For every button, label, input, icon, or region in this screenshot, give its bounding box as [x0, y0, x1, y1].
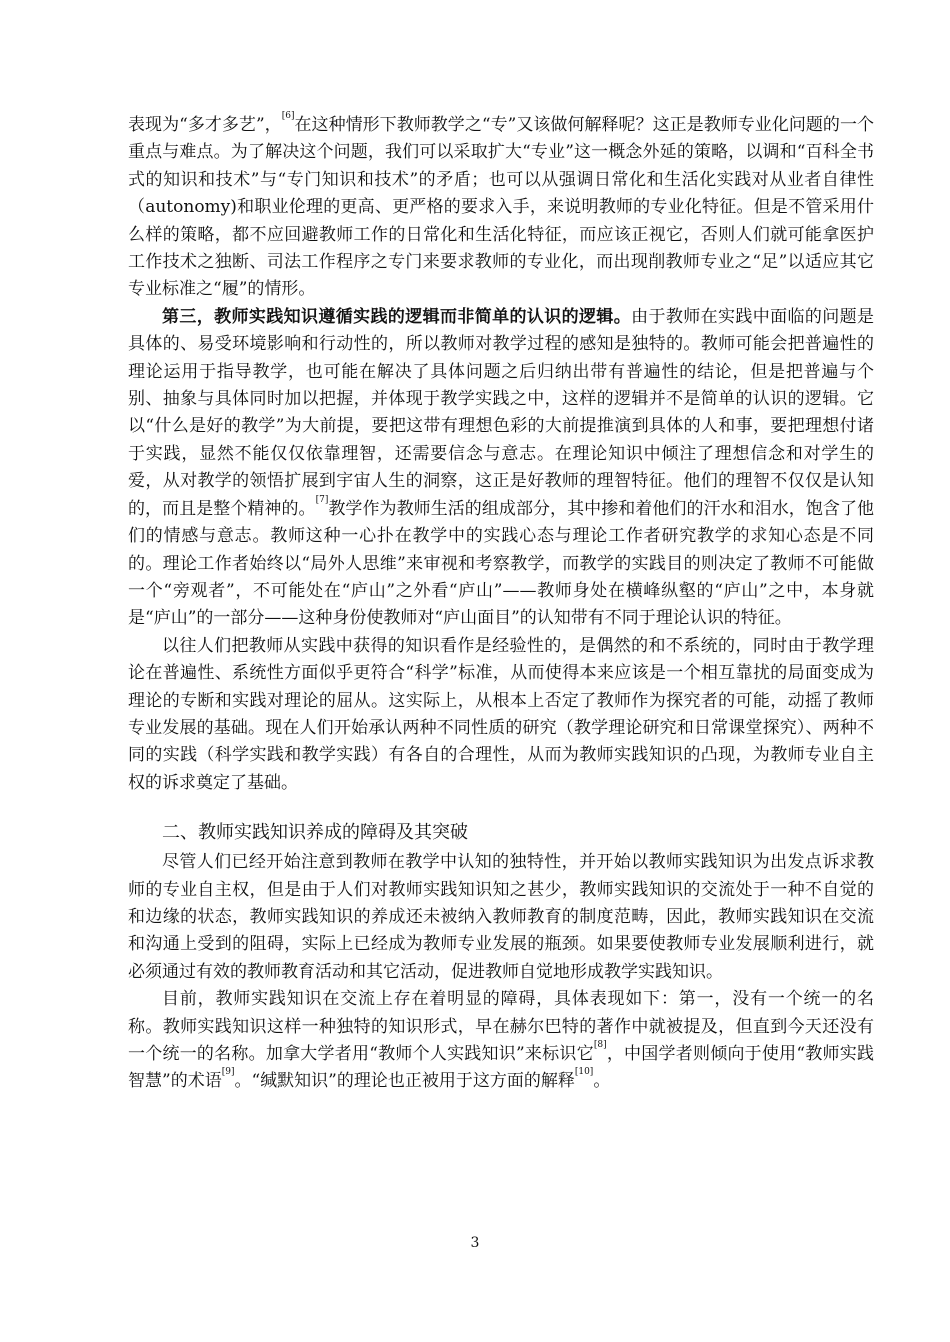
- text-run: 表现为“多才多艺”，: [128, 115, 282, 135]
- text-run: ，中国学者则倾向于使用“教师实践智慧”的术语: [128, 1044, 874, 1092]
- text-run: 。: [593, 1071, 611, 1092]
- section-heading: 二、教师实践知识养成的障碍及其突破: [162, 822, 468, 844]
- page-body: [128, 112, 874, 1096]
- text-run: 在这种情形下教师教学之“专”又该做何解释呢？这正是教师专业化问题的一个重点与难点。为了解决这个问题，我们可以采取扩大“专业”这一概念外延的策略，以调和“百科全书式的知识和技术”与“专门知识和技术”的矛盾；也可以从强调日常化和生活化实践对从业者自律性（autonomy)和职业伦理的更高、更严格的要求入手，来说明教师的专业化特征。但是不管采用什么样的策略，都不应回避教师工作的日常化和生活化特征，而应该正视它，否则人们就可能拿医护工作技术之独断、司法工作程序之专门来要求教师的专业化，而出现削教师专业之“足”以适应其它专业标准之“履”的情形。: [128, 115, 874, 300]
- paragraph-p5: [128, 986, 874, 1096]
- paragraph-p2: [128, 304, 874, 633]
- paragraphs-bottom: [128, 849, 874, 1096]
- text-run: 以往人们把教师从实践中获得的知识看作是经验性的，是偶然的和不系统的，同时由于教学理论在普遍性、系统性方面似乎更符合“科学”标准，从而使得本来应该是一个相互靠扰的局面变成为理论的专断和实践对理论的屈从。这实际上，从根本上否定了教师作为探究者的可能，动摇了教师专业发展的基础。现在人们开始承认两种不同性质的研究（教学理论研究和日常课堂探究）、两种不同的实践（科学实践和教学实践）有各自的合理性，从而为教师实践知识的凸现，为教师专业自主权的诉求奠定了基础。: [128, 635, 874, 793]
- page-number: 3: [470, 1235, 480, 1251]
- bold-lead-sentence: 第三，教师实践知识遵循实践的逻辑而非简单的认识的逻辑。: [162, 306, 632, 327]
- citation-ref: [6]: [281, 111, 295, 121]
- text-run: 教学作为教师生活的组成部分，其中掺和着他们的汗水和泪水，饱含了他们的情感与意志。教师这种一心扑在教学中的实践心态与理论工作者研究教学的求知心态是不同的。理论工作者始终以“局外人思维”来审视和考察教学，而教学的实践目的则决定了教师不可能做一个“旁观者”，不可能处在“庐山”之外看“庐山”——教师身处在横峰纵壑的“庐山”之中，本身就是“庐山”的一部分——这种身份使教师对“庐山面目”的认知带有不同于理论认识的特征。: [128, 498, 875, 629]
- paragraph-p3: [128, 633, 874, 797]
- citation-ref: [7]: [315, 494, 329, 505]
- paragraphs-top: [128, 112, 874, 797]
- text-run: 尽管人们已经开始注意到教师在教学中认知的独特性，并开始以教师实践知识为出发点诉求教师的专业自主权，但是由于人们对教师实践知识知之甚少，教师实践知识的交流处于一种不自觉的和边缘的状态，教师实践知识的养成还未被纳入教师教育的制度范畴，因此，教师实践知识在交流和沟通上受到的阻碍，实际上已经成为教师专业发展的瓶颈。如果要使教师专业发展顺利进行，就必须通过有效的教师教育活动和其它活动，促进教师自觉地形成教学实践知识。: [128, 852, 874, 982]
- citation-ref: [9]: [221, 1067, 235, 1078]
- citation-ref: [10]: [574, 1067, 594, 1078]
- text-run: 由于教师在实践中面临的问题是具体的、易受环境影响和行动性的，所以教师对教学过程的感知是独特的。教师可能会把普遍性的理论运用于指导教学，也可能在解决了具体问题之后归纳出带有普遍性的结论，但是把普遍与个别、抽象与具体同时加以把握，并体现于教学实践之中，这样的逻辑并不是简单的认识的逻辑。它以“什么是好的教学”为大前提，要把这带有理想色彩的大前提推演到具体的人和事，要把理想付诸于实践，显然不能仅仅依靠理智，还需要信念与意志。在理论知识中倾注了理想信念和对学生的爱，从对教学的领悟扩展到宇宙人生的洞察，这正是好教师的理智特征。他们的理智不仅仅是认知的，而且是整个精神的。: [128, 306, 874, 519]
- paragraph-p4: [128, 849, 874, 986]
- text-run: 。“缄默知识”的理论也正被用于这方面的解释: [234, 1071, 575, 1092]
- citation-ref: [8]: [593, 1040, 607, 1050]
- text-run: 目前，教师实践知识在交流上存在着明显的障碍，具体表现如下：第一，没有一个统一的名称。教师实践知识这样一种独特的知识形式，早在赫尔巴特的著作中就被提及，但直到今天还没有一个统一的名称。加拿大学者用“教师个人实践知识”来标识它: [128, 989, 874, 1064]
- paragraph-p1: [128, 112, 874, 304]
